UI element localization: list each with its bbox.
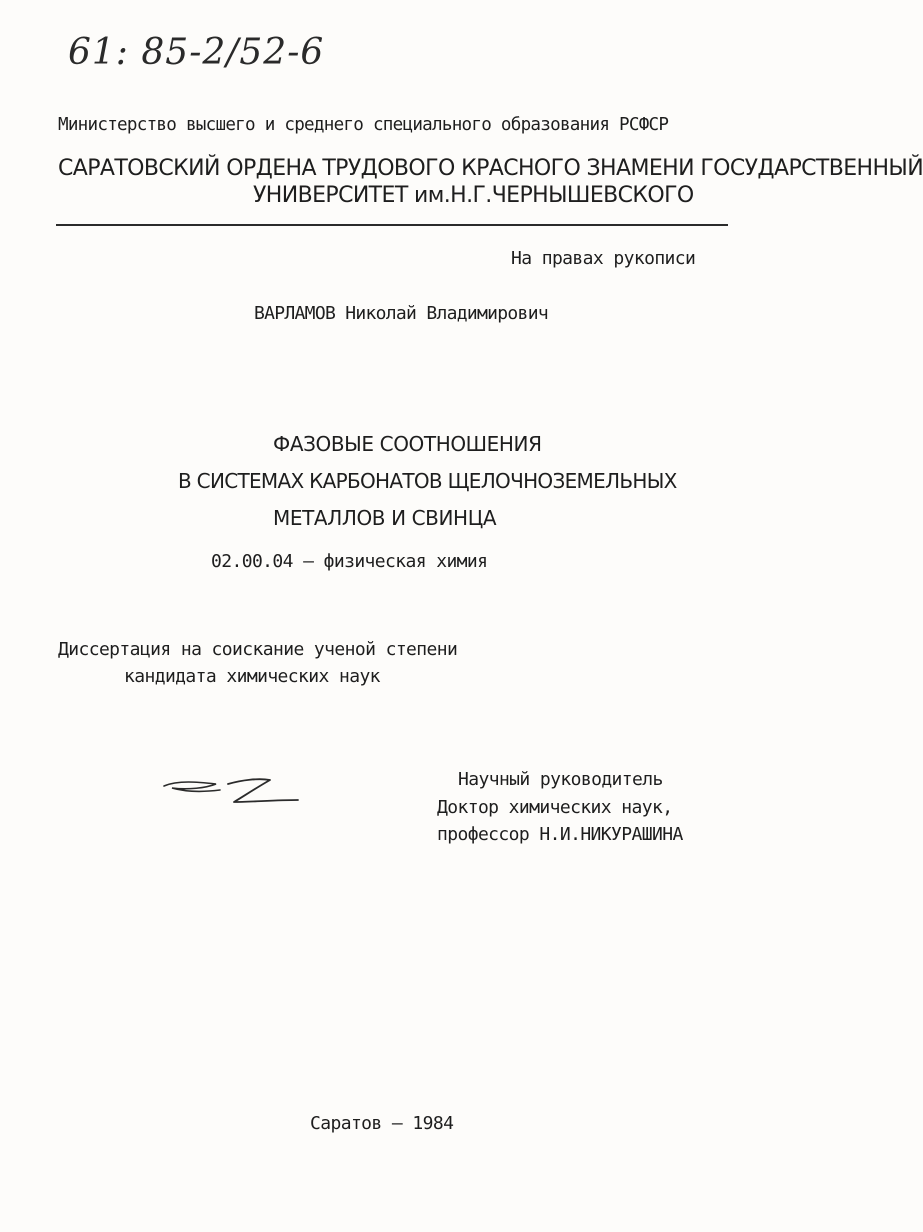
title-line-3: МЕТАЛЛОВ И СВИНЦА bbox=[273, 506, 497, 530]
city-year: Саратов – 1984 bbox=[310, 1113, 454, 1134]
specialty: 02.00.04 – физическая химия bbox=[211, 551, 488, 572]
signature bbox=[158, 770, 308, 810]
catalog-number: 61: 85-2/52-6 bbox=[68, 32, 325, 73]
ministry-line: Министерство высшего и среднего специального образования РСФСР bbox=[58, 115, 669, 135]
supervisor-line-3: профессор Н.И.НИКУРАШИНА bbox=[437, 824, 683, 845]
university-line-1: САРАТОВСКИЙ ОРДЕНА ТРУДОВОГО КРАСНОГО ЗНАМЕНИ ГОСУДАРСТВЕННЫЙ bbox=[58, 156, 923, 181]
title-line-2: В СИСТЕМАХ КАРБОНАТОВ ЩЕЛОЧНОЗЕМЕЛЬНЫХ bbox=[178, 469, 677, 493]
header-rule bbox=[56, 224, 728, 226]
supervisor-line-1: Научный руководитель bbox=[458, 769, 663, 790]
manuscript-rights: На правах рукописи bbox=[511, 248, 696, 269]
author-name: ВАРЛАМОВ Николай Владимирович bbox=[254, 303, 548, 324]
dissertation-line-2: кандидата химических наук bbox=[124, 666, 380, 687]
dissertation-line-1: Диссертация на соискание ученой степени bbox=[58, 639, 458, 660]
title-line-1: ФАЗОВЫЕ СООТНОШЕНИЯ bbox=[273, 432, 542, 456]
supervisor-line-2: Доктор химических наук, bbox=[437, 797, 673, 818]
university-line-2: УНИВЕРСИТЕТ им.Н.Г.ЧЕРНЫШЕВСКОГО bbox=[253, 183, 694, 208]
